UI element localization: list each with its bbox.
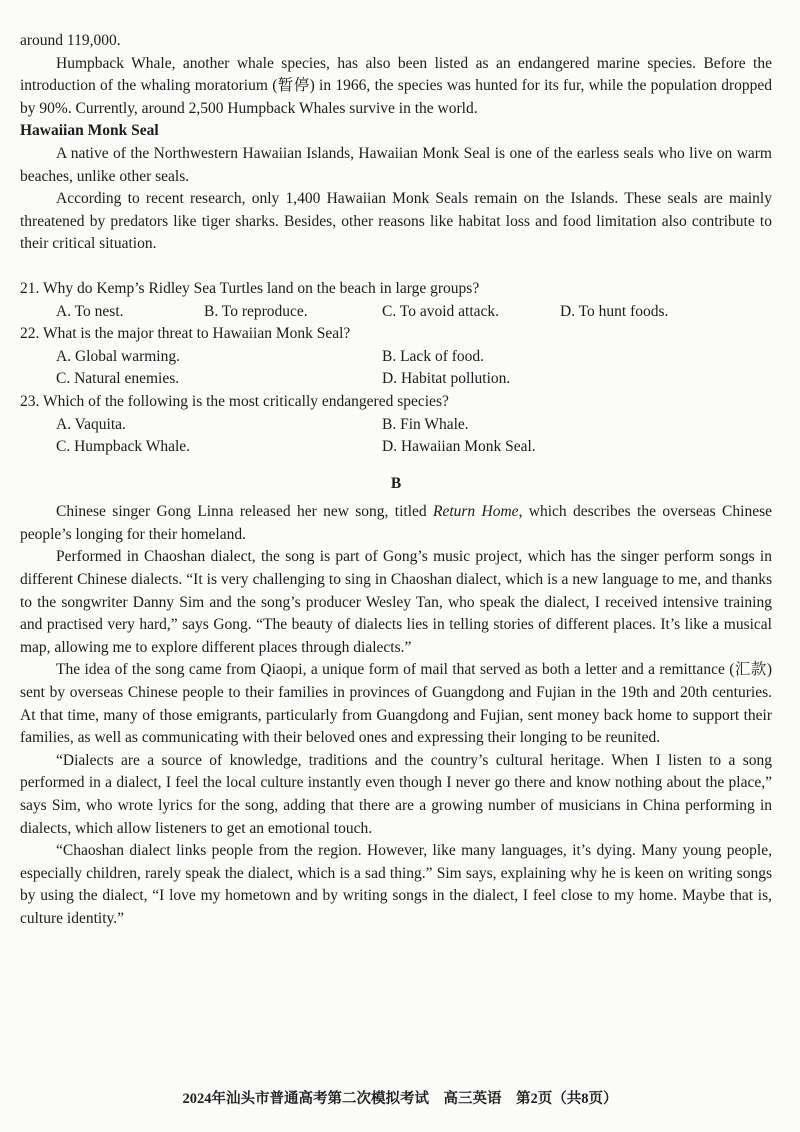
option-a: A. To nest. [56, 302, 124, 320]
option-d: D. Habitat pollution. [382, 370, 511, 388]
option-d: D. Hawaiian Monk Seal. [382, 438, 536, 456]
page-footer: 2024年汕头市普通高考第二次模拟考试 高三英语 第2页（共8页） [182, 1091, 618, 1107]
question-stem: 23. Which of the following is the most critically endangered species? [20, 392, 449, 410]
passage-b-paragraph-5: “Chaoshan dialect links people from the region. However, like many languages, it’s dying. Many young people, especially children, rarely speak the dialect, which is a sad thing.” Sim says, explaining why he is keen on writing songs by using the dialect, “I love my hometown and by writing songs in the dialect, I feel close to my home. Maybe that is, culture identity.” [20, 842, 772, 927]
passage-b-paragraph-1 [20, 501, 772, 546]
option-c: C. To avoid attack. [382, 302, 500, 320]
question-23 [20, 391, 772, 459]
humpback-paragraph: Humpback Whale, another whale species, has also been listed as an endangered marine species. Before the introduction of the whaling moratorium (暂停) in 1966, the species was hunted for its fur, while the population dropped by 90%. Currently, around 2,500 Humpback Whales survive in the world. [20, 54, 772, 117]
song-title: Return Home [433, 503, 519, 521]
option-c: C. Natural enemies. [56, 370, 180, 388]
spacer [20, 256, 772, 278]
p1-text-after: , which describes the overseas Chinese people’s longing for their homeland. [20, 503, 772, 543]
passage-b-paragraph-4: “Dialects are a source of knowledge, traditions and the country’s cultural heritage. When I listen to a song performed in a dialect, I feel the local culture instantly even though I never go there and know nothing about the place,” says Sim, who wrote lyrics for the song, adding that there are a growing number of musicians in China performing in dialects, which allow listeners to get an emotional touch. [20, 751, 772, 837]
question-stem: 21. Why do Kemp’s Ridley Sea Turtles land on the beach in large groups? [20, 279, 480, 297]
passage-b-paragraph-3: The idea of the song came from Qiaopi, a unique form of mail that served as both a letter and a remittance (汇款) sent by overseas Chinese people to their families in provinces of Guangdong and Fujian in the 19th and 20th centuries. At that time, many of those emigrants, particularly from Guangdong and Fujian, sent money back home to support their families, as well as communicating with their beloved ones and expressing their longing to be reunited. [20, 661, 772, 747]
question-stem: 22. What is the major threat to Hawaiian Monk Seal? [20, 325, 351, 343]
option-c: C. Humpback Whale. [56, 438, 191, 456]
seal-paragraph-2: According to recent research, only 1,400 Hawaiian Monk Seals remain on the Islands. These seals are mainly threatened by predators like tiger sharks. Besides, other reasons like habitat loss and food limitation also contribute to their critical situation. [20, 190, 772, 253]
p1-text-before: Chinese singer Gong Linna released her new song, titled [56, 503, 433, 521]
option-row [20, 346, 772, 369]
option-row [20, 368, 772, 391]
seal-paragraph-1: A native of the Northwestern Hawaiian Islands, Hawaiian Monk Seal is one of the earless seals who live on warm beaches, unlike other seals. [20, 144, 772, 185]
passage-b-paragraph-2: Performed in Chaoshan dialect, the song is part of Gong’s music project, which has the singer perform songs in different Chinese dialects. “It is very challenging to sing in Chaoshan dialect, which is a new language to me, and thanks to the songwriter Danny Sim and the song’s producer Wesley Tan, who speak the dialect, I received intensive training and practised very hard,” says Gong. “The beauty of dialects lies in telling stories of different places. It’s like a musical map, allowing me to explore different places through dialects.” [20, 548, 772, 656]
option-b: B. Lack of food. [382, 347, 485, 365]
option-b: B. To reproduce. [204, 302, 308, 320]
question-21 [20, 278, 772, 323]
passage-a-carryover: around 119,000. [20, 32, 121, 49]
seal-heading: Hawaiian Monk Seal [20, 122, 159, 140]
passage-b-title: B [390, 474, 402, 492]
option-row [20, 414, 772, 437]
option-row [20, 301, 772, 324]
option-a: A. Global warming. [56, 347, 180, 365]
option-b: B. Fin Whale. [382, 415, 469, 433]
option-row [20, 436, 772, 459]
option-d: D. To hunt foods. [560, 302, 669, 320]
option-a: A. Vaquita. [56, 415, 126, 433]
page-content [20, 30, 772, 931]
question-22 [20, 323, 772, 391]
